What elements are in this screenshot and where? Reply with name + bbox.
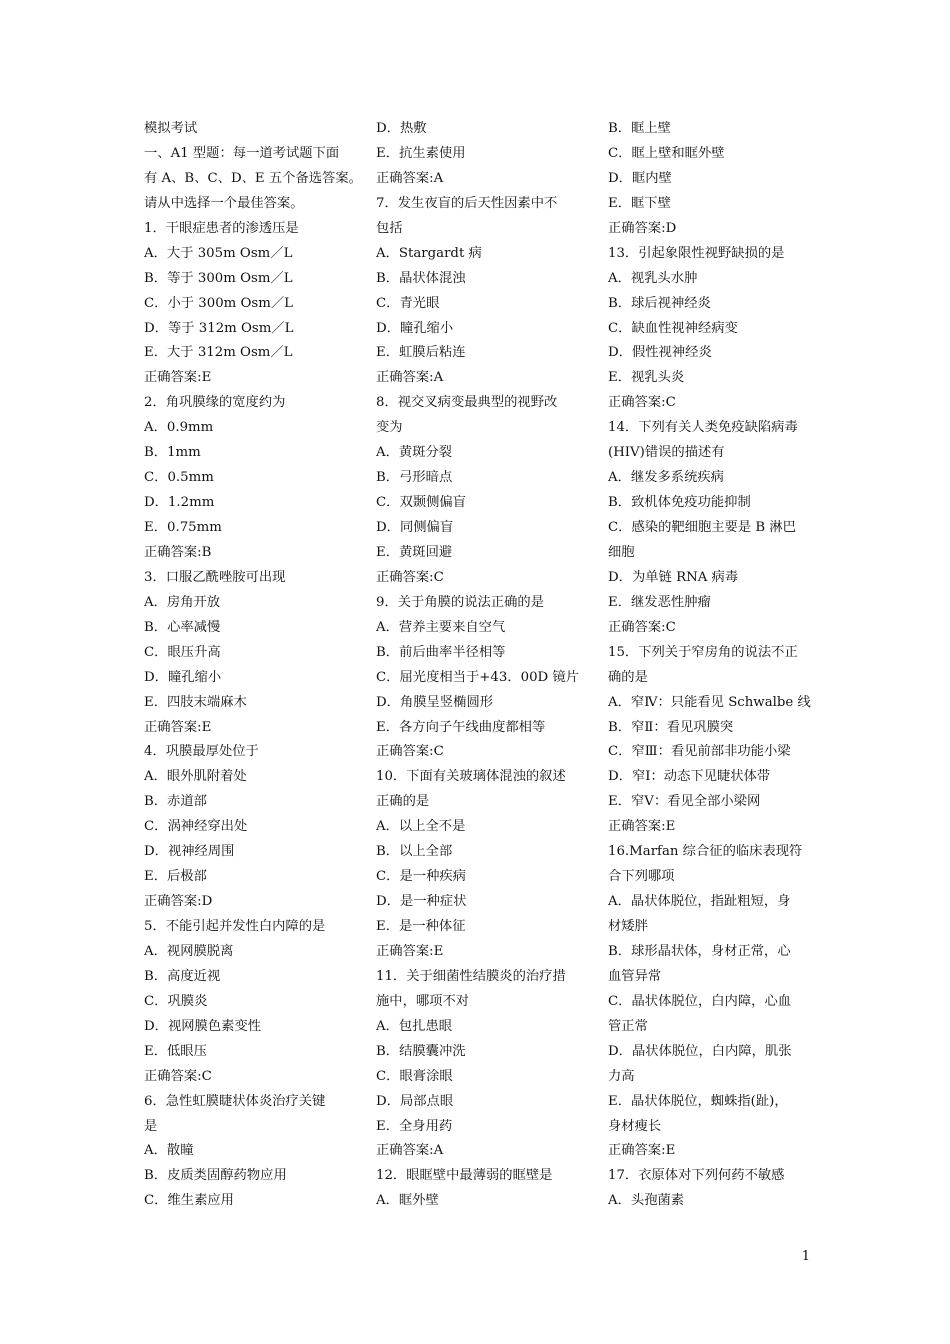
text-line: 模拟考试: [144, 121, 198, 136]
text-line: C．0.5mm: [144, 470, 214, 486]
text-line: A．视乳头水肿: [608, 270, 698, 286]
text-line: D．瞳孔缩小: [144, 669, 222, 685]
text-line: D．同侧偏盲: [376, 520, 454, 535]
text-line: 确的是: [608, 669, 648, 685]
text-line: 10．下面有关玻璃体混浊的叙述: [376, 769, 566, 785]
text-line: 正确答案:B: [144, 544, 212, 560]
text-line: 正确答案:E: [608, 1143, 676, 1159]
text-line: E．窄Ⅴ：看见全部小梁网: [608, 794, 761, 810]
text-line: 9．关于角膜的说法正确的是: [376, 594, 545, 610]
text-line: B．球形晶状体，身材正常，心: [608, 943, 791, 959]
text-line: E．低眼压: [144, 1043, 207, 1059]
text-line: E．全身用药: [376, 1118, 453, 1134]
text-line: A．Stargardt 病: [376, 245, 482, 261]
text-line: 有 A、B、C、D、E 五个备选答案。: [144, 170, 362, 186]
text-line: C．双颞侧偏盲: [376, 495, 466, 511]
text-line: D．局部点眼: [376, 1093, 454, 1109]
text-line: B．致机体免疫功能抑制: [608, 495, 751, 511]
text-line: A．0.9mm: [144, 420, 214, 436]
text-line: B．球后视神经炎: [608, 295, 711, 311]
text-line: A．包扎患眼: [376, 1018, 453, 1034]
text-line: 正确答案:D: [144, 894, 213, 910]
text-line: 管正常: [608, 1018, 648, 1034]
text-line: E．后极部: [144, 869, 207, 885]
text-line: 5．不能引起并发性白内障的是: [144, 919, 326, 934]
text-line: 正确答案:D: [608, 220, 677, 236]
text-line: 正确答案:E: [376, 943, 444, 959]
text-line: C．眶上壁和眶外壁: [608, 145, 725, 161]
text-column-3: [608, 117, 830, 1214]
text-line: A．散瞳: [144, 1143, 194, 1159]
text-line: C．眼膏涂眼: [376, 1068, 453, 1084]
text-line: E．各方向子午线曲度都相等: [376, 719, 546, 735]
text-line: 施中，哪项不对: [376, 993, 470, 1009]
text-line: D．窄Ⅰ：动态下见睫状体带: [608, 769, 771, 785]
text-line: E．是一种体征: [376, 919, 466, 934]
text-line: 15．下列关于窄房角的说法不正: [608, 644, 798, 660]
text-line: (HIV)错误的描述有: [608, 445, 725, 461]
text-line: D．为单链 RNA 病毒: [608, 569, 739, 585]
text-line: A．眼外肌附着处: [144, 769, 247, 785]
text-line: A．眶外壁: [376, 1193, 439, 1209]
text-line: C．维生素应用: [144, 1193, 234, 1209]
text-line: B．赤道部: [144, 794, 207, 810]
text-line: 17．衣原体对下列何药不敏感: [608, 1168, 785, 1184]
text-line: 2．角巩膜缘的宽度约为: [144, 395, 286, 411]
text-line: A．窄Ⅳ：只能看见 Schwalbe 线: [608, 694, 811, 710]
text-line: E．继发恶性肿瘤: [608, 594, 711, 610]
text-line: A．继发多系统疾病: [608, 470, 724, 486]
text-line: D．晶状体脱位，白内障，肌张: [608, 1043, 792, 1059]
text-line: B．皮质类固醇药物应用: [144, 1168, 287, 1184]
text-line: 正确答案:C: [376, 569, 444, 585]
text-line: D．视神经周围: [144, 844, 235, 860]
text-line: B．1mm: [144, 445, 201, 461]
text-line: D．瞳孔缩小: [376, 320, 454, 336]
text-line: 正确答案:A: [376, 370, 444, 386]
text-line: E．晶状体脱位，蜘蛛指(趾)，: [608, 1093, 788, 1109]
text-line: B．以上全部: [376, 844, 453, 860]
text-line: A．头孢菌素: [608, 1193, 685, 1209]
text-line: E．眶下壁: [608, 195, 671, 211]
text-line: 7．发生夜盲的后天性因素中不: [376, 195, 558, 211]
page-number: 1: [801, 1249, 810, 1264]
text-line: D．等于 312m Osm／L: [144, 320, 294, 336]
text-line: 3．口服乙酰唑胺可出现: [144, 569, 286, 585]
text-line: B．窄Ⅱ：看见巩膜突: [608, 719, 734, 735]
text-line: B．眶上壁: [608, 121, 671, 136]
text-line: E．黄斑回避: [376, 544, 453, 560]
text-line: C．巩膜炎: [144, 993, 208, 1009]
text-line: B．等于 300m Osm／L: [144, 270, 293, 286]
text-line: E．视乳头炎: [608, 370, 685, 386]
text-line: 细胞: [608, 544, 635, 560]
text-line: A．营养主要来自空气: [376, 619, 506, 635]
text-line: 包括: [376, 220, 403, 236]
text-line: D．1.2mm: [144, 495, 215, 511]
text-line: E．抗生素使用: [376, 145, 466, 161]
text-line: B．弓形暗点: [376, 470, 453, 486]
text-line: C．缺血性视神经病变: [608, 320, 738, 336]
text-column-2: [376, 117, 598, 1214]
text-line: D．视网膜色素变性: [144, 1018, 262, 1034]
text-line: C．涡神经穿出处: [144, 819, 248, 835]
text-line: 请从中选择一个最佳答案。: [144, 195, 304, 211]
text-line: E．虹膜后粘连: [376, 345, 466, 361]
text-line: 正确答案:C: [144, 1068, 212, 1084]
text-line: C．眼压升高: [144, 644, 221, 660]
text-line: B．结膜囊冲洗: [376, 1043, 466, 1059]
text-line: D．假性视神经炎: [608, 345, 712, 361]
text-line: D．角膜呈竖椭圆形: [376, 694, 494, 710]
text-line: A．房角开放: [144, 594, 221, 610]
text-line: 合下列哪项: [608, 869, 675, 885]
text-line: B．前后曲率半径相等: [376, 644, 506, 660]
text-line: A．以上全不是: [376, 819, 466, 835]
text-line: C．青光眼: [376, 295, 440, 311]
text-line: 是: [144, 1118, 158, 1134]
text-line: 血管异常: [608, 968, 662, 984]
text-line: D．热敷: [376, 121, 427, 136]
text-line: 正确答案:A: [376, 170, 444, 186]
text-line: E．大于 312m Osm／L: [144, 345, 293, 361]
text-line: 材矮胖: [608, 919, 648, 934]
text-line: D．是一种症状: [376, 894, 467, 910]
text-line: 13．引起象限性视野缺损的是: [608, 245, 785, 261]
text-line: 14．下列有关人类免疫缺陷病毒: [608, 420, 798, 436]
text-line: 正确的是: [376, 794, 430, 810]
text-line: 12．眼眶壁中最薄弱的眶壁是: [376, 1168, 553, 1184]
text-line: A．大于 305m Osm／L: [144, 245, 293, 261]
text-line: C．是一种疾病: [376, 869, 466, 885]
text-line: B．高度近视: [144, 968, 221, 984]
text-line: E．四肢末端麻木: [144, 694, 247, 710]
text-line: C．窄Ⅲ：看见前部非功能小梁: [608, 744, 791, 760]
text-line: 一、A1 型题：每一道考试题下面: [144, 145, 340, 161]
text-line: 正确答案:C: [376, 744, 444, 760]
text-line: C．感染的靶细胞主要是 B 淋巴: [608, 520, 796, 535]
text-line: 正确答案:C: [608, 619, 676, 635]
text-line: A．晶状体脱位，指趾粗短，身: [608, 894, 791, 910]
text-line: 4．巩膜最厚处位于: [144, 744, 259, 760]
text-line: 8．视交叉病变最典型的视野改: [376, 395, 558, 411]
text-line: B．晶状体混浊: [376, 270, 466, 286]
text-line: 16.Marfan 综合征的临床表现符: [608, 844, 803, 860]
text-line: A．黄斑分裂: [376, 445, 453, 461]
text-line: 变为: [376, 420, 403, 436]
text-line: E．0.75mm: [144, 520, 222, 535]
text-line: 1．干眼症患者的渗透压是: [144, 220, 299, 236]
text-line: 力高: [608, 1068, 635, 1084]
text-line: 正确答案:E: [144, 719, 212, 735]
text-line: D．眶内壁: [608, 170, 672, 186]
text-column-1: [144, 117, 366, 1214]
text-line: A．视网膜脱离: [144, 943, 234, 959]
text-line: C．晶状体脱位，白内障，心血: [608, 993, 792, 1009]
text-line: 正确答案:E: [608, 819, 676, 835]
text-line: 身材瘦长: [608, 1118, 662, 1134]
text-line: 11．关于细菌性结膜炎的治疗措: [376, 968, 566, 984]
text-line: 正确答案:C: [608, 395, 676, 411]
text-line: C．小于 300m Osm／L: [144, 295, 293, 311]
text-line: 正确答案:A: [376, 1143, 444, 1159]
text-line: B．心率减慢: [144, 619, 221, 635]
text-line: 正确答案:E: [144, 370, 212, 386]
text-line: C．屈光度相当于+43．00D 镜片: [376, 669, 580, 685]
text-line: 6．急性虹膜睫状体炎治疗关键: [144, 1093, 326, 1109]
